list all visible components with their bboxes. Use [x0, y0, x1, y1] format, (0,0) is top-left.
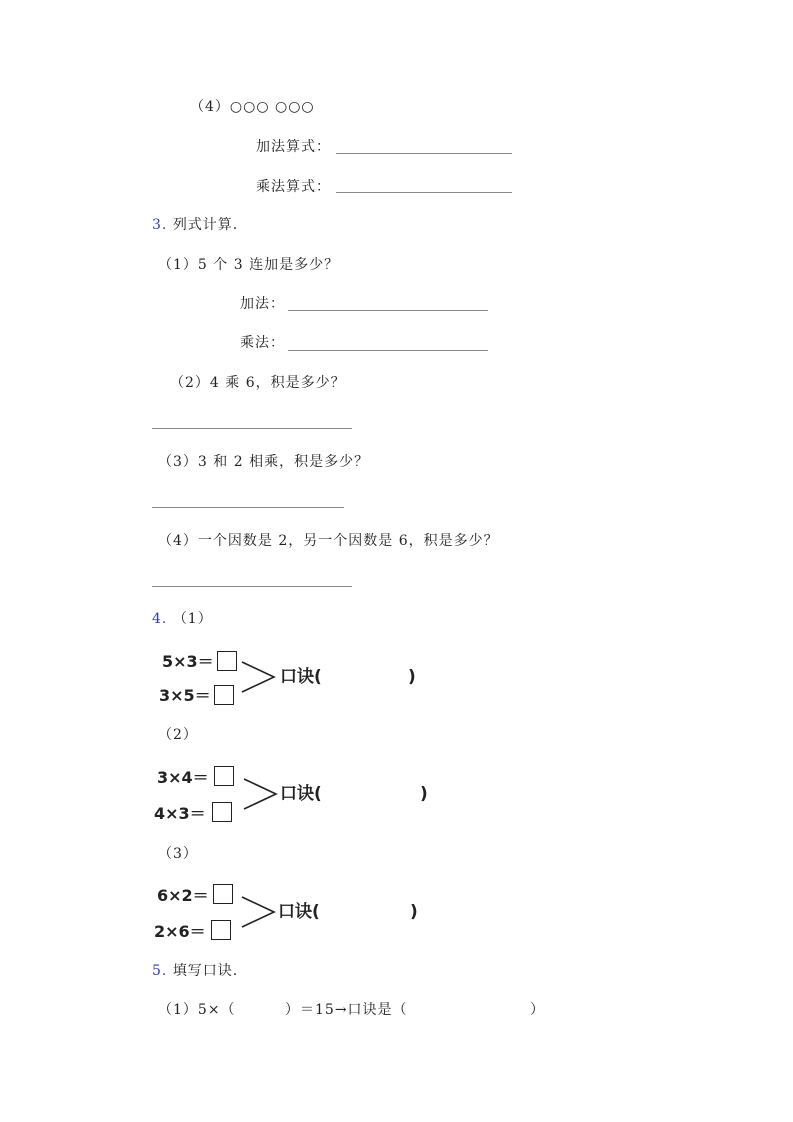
q4-3-eq-top: 6×2＝ — [157, 886, 209, 905]
q3-title: 列式计算. — [172, 217, 239, 233]
q4-3-box-bottom[interactable] — [211, 920, 231, 940]
q4-1-koujue-label: 口诀( — [280, 667, 322, 687]
q3-4-label: （4）一个因数是 2，另一个因数是 6，积是多少？ — [158, 533, 499, 549]
q3-3-label: （3）3 和 2 相乘，积是多少？ — [158, 454, 370, 470]
q4-2-box-top[interactable] — [214, 766, 234, 786]
q4-heading — [152, 610, 213, 628]
q4-2-koujue-close: ) — [420, 784, 428, 804]
addition-answer-line[interactable] — [336, 153, 512, 154]
q3-2-label: （2）4 乘 6，积是多少？ — [170, 375, 346, 391]
multiplication-answer-line[interactable] — [336, 192, 512, 193]
q5-title: 填写口诀. — [172, 963, 239, 979]
q2-4-label: （4）○○○ ○○○ — [190, 99, 315, 115]
q5-number: 5. — [152, 963, 168, 979]
q4-2-bracket — [242, 777, 280, 811]
q4-1-eq-bottom: 3×5＝ — [159, 686, 211, 705]
q3-1-addition-label: 加法： — [240, 296, 285, 312]
q3-1-multiplication-line[interactable] — [288, 350, 488, 351]
q4-1-box-top[interactable] — [217, 651, 237, 671]
multiplication-label: 乘法算式： — [256, 179, 331, 195]
q4-2-label: （2） — [158, 727, 198, 743]
q4-1-label: （1） — [172, 611, 213, 627]
q5-heading — [152, 962, 238, 980]
q4-1-eq-top: 5×3＝ — [162, 652, 214, 671]
q3-1-label: （1）5 个 3 连加是多少？ — [158, 257, 340, 273]
q4-3-label: （3） — [158, 846, 198, 862]
q4-1-bracket — [240, 660, 278, 694]
q5-1-middle: ）＝15→口诀是（ — [285, 1002, 408, 1018]
q3-2-answer-line[interactable] — [152, 428, 352, 429]
q4-3-koujue-close: ) — [410, 902, 418, 922]
q3-number: 3. — [152, 217, 168, 233]
q4-3-bracket — [240, 895, 278, 929]
q4-number: 4. — [152, 611, 168, 627]
q5-1-prefix: （1）5×（ — [158, 1002, 236, 1018]
q3-heading — [152, 216, 238, 234]
q3-1-addition-line[interactable] — [288, 310, 488, 311]
q5-1-close: ） — [530, 1002, 545, 1018]
q4-3-eq-bottom: 2×6＝ — [154, 922, 206, 941]
q4-3-koujue-label: 口诀( — [278, 902, 320, 922]
q3-4-answer-line[interactable] — [152, 586, 352, 587]
q3-1-multiplication-label: 乘法： — [240, 335, 285, 351]
q4-2-eq-top: 3×4＝ — [157, 768, 209, 787]
q4-2-box-bottom[interactable] — [212, 802, 232, 822]
q4-1-koujue-close: ) — [408, 667, 416, 687]
q4-3-box-top[interactable] — [213, 884, 233, 904]
addition-label: 加法算式： — [256, 139, 331, 155]
q4-2-koujue-label: 口诀( — [280, 784, 322, 804]
q3-3-answer-line[interactable] — [152, 507, 344, 508]
q4-1-box-bottom[interactable] — [214, 685, 234, 705]
q4-2-eq-bottom: 4×3＝ — [154, 804, 206, 823]
